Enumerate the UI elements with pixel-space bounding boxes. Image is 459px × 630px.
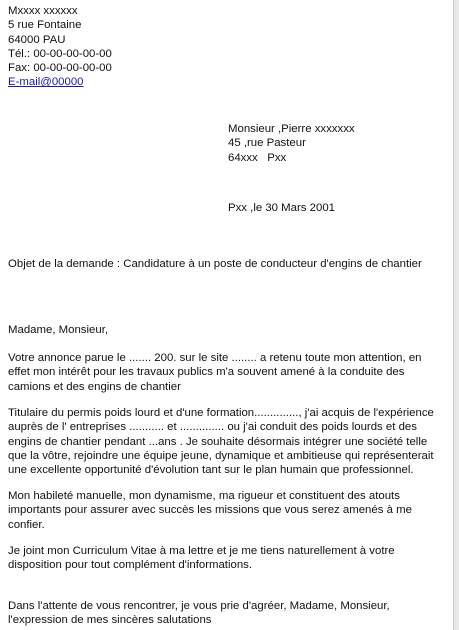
paragraph-line: engins de chantier pendant ...ans . Je souhaite désormais intégrer une société telle — [8, 435, 428, 448]
paragraph-line: Titulaire du permis poids lourd et d'une formation.............., j'ai acquis de l'expérience — [8, 407, 434, 419]
paragraph-line: confier. — [8, 518, 45, 531]
paragraph-line: effet mon intérêt pour les travaux publics m'a souvent amené à la conduite des — [8, 366, 405, 379]
recipient-street: 45 ,rue Pasteur — [228, 137, 306, 150]
sender-fax: Fax: 00-00-00-00-00 — [8, 62, 112, 75]
paragraph-line: camions et des engins de chantier — [8, 380, 181, 393]
paragraph-line: l'expression de mes sincères salutations — [8, 614, 212, 627]
paragraph-line: importants pour assurer avec succès les missions que vous serez amenés à me — [8, 504, 412, 517]
paragraph-line: que la vôtre, rejoindre une équipe jeune, dynamique et ambitieuse qui représenterait — [8, 449, 434, 462]
subject-line: Objet de la demande : Candidature à un poste de conducteur d'engins de chantier — [8, 258, 422, 270]
recipient-city: 64xxx Pxx — [228, 151, 287, 164]
paragraph-line: Dans l'attente de vous rencontrer, je vous prie d'agréer, Madame, Monsieur, — [8, 600, 390, 612]
recipient-name: Monsieur ,Pierre xxxxxxx — [228, 123, 355, 135]
sender-email-link[interactable]: E-mail@00000 — [8, 76, 84, 89]
paragraph-line: Votre annonce parue le ....... 200. sur le site ........ a retenu toute mon attention, en — [8, 352, 422, 364]
paragraph-line: une excellente opportunité d'évolution tant sur le plan humain que professionnel. — [8, 464, 414, 477]
date-line: Pxx ,le 30 Mars 2001 — [228, 202, 335, 214]
paragraph-closing — [8, 599, 446, 628]
paragraph-skills — [8, 489, 446, 532]
paragraph-line: auprès de l' entreprises ........... et .............. ou j'ai conduit des poids lourds et des — [8, 421, 417, 434]
sender-block — [8, 4, 112, 90]
paragraph-line: Mon habileté manuelle, mon dynamisme, ma rigueur et constituent des atouts — [8, 490, 400, 502]
paragraph-line: disposition pour tout complément d'informations. — [8, 559, 253, 572]
recipient-block — [228, 122, 355, 165]
sender-street: 5 rue Fontaine — [8, 19, 82, 32]
paragraph-line: Je joint mon Curriculum Vitae à ma lettre et je me tiens naturellement à votre — [8, 545, 395, 557]
paragraph-experience — [8, 406, 446, 477]
paragraph-announcement — [8, 351, 446, 394]
sender-name: Mxxxx xxxxxx — [8, 5, 78, 17]
paragraph-cv — [8, 544, 446, 573]
salutation: Madame, Monsieur, — [8, 324, 109, 336]
sender-city: 64000 PAU — [8, 33, 66, 46]
sender-phone: Tél.: 00-00-00-00-00 — [8, 47, 112, 60]
